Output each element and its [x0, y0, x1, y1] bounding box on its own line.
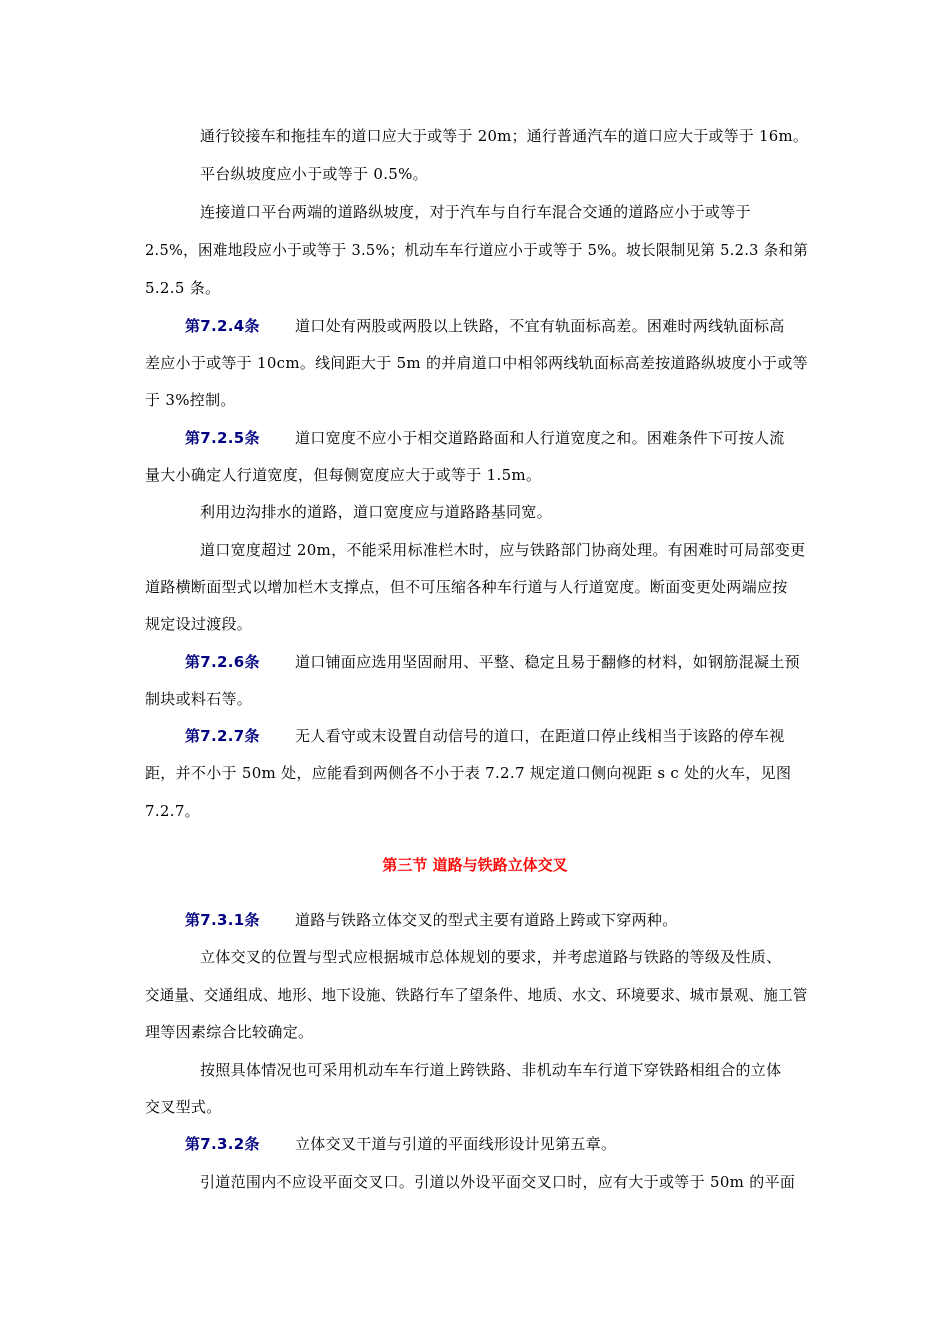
section-title: 第三节 道路与铁路立体交叉 [382, 856, 568, 874]
paragraph-line: 5.2.5 条。 [145, 279, 221, 297]
paragraph-line: 立体交叉的位置与型式应根据城市总体规划的要求，并考虑道路与铁路的等级及性质、 [200, 948, 782, 966]
paragraph-line: 制块或料石等。 [145, 690, 253, 708]
paragraph-line: 立体交叉干道与引道的平面线形设计见第五章。 [295, 1135, 617, 1153]
paragraph-line: 距，并不小于 50m 处，应能看到两侧各不小于表 7.2.7 规定道口侧向视距 s c 处的火车，见图 [145, 764, 792, 782]
paragraph-line: 道口宽度不应小于相交道路路面和人行道宽度之和。困难条件下可按人流 [295, 429, 785, 447]
paragraph-line: 道口铺面应选用坚固耐用、平整、稳定且易于翻修的材料，如钢筋混凝土预 [295, 653, 800, 671]
article-number: 第7.2.5条 [185, 429, 260, 447]
paragraph-line: 利用边沟排水的道路，道口宽度应与道路路基同宽。 [200, 503, 552, 521]
paragraph-line: 规定设过渡段。 [145, 615, 253, 633]
paragraph-line: 道口处有两股或两股以上铁路，不宜有轨面标高差。困难时两线轨面标高 [295, 317, 785, 335]
paragraph-line: 按照具体情况也可采用机动车车行道上跨铁路、非机动车车行道下穿铁路相组合的立体 [200, 1061, 782, 1079]
paragraph-line: 交叉型式。 [145, 1098, 222, 1116]
paragraph-line: 引道范围内不应设平面交叉口。引道以外设平面交叉口时，应有大于或等于 50m 的平面 [200, 1173, 796, 1191]
paragraph-line: 平台纵坡度应小于或等于 0.5%。 [200, 165, 428, 183]
article-number: 第7.2.7条 [185, 727, 260, 745]
paragraph-line: 2.5%，困难地段应小于或等于 3.5%；机动车车行道应小于或等于 5%。坡长限制见第 5.2.3 条和第 [145, 241, 809, 259]
paragraph-line: 交通量、交通组成、地形、地下设施、铁路行车了望条件、地质、水文、环境要求、城市景观、施工管 [145, 986, 808, 1004]
paragraph-line: 量大小确定人行道宽度，但每侧宽度应大于或等于 1.5m。 [145, 466, 542, 484]
paragraph-line: 通行铰接车和拖挂车的道口应大于或等于 20m；通行普通汽车的道口应大于或等于 16m。 [200, 127, 809, 145]
paragraph-line: 7.2.7。 [145, 802, 200, 820]
paragraph-line: 于 3%控制。 [145, 391, 236, 409]
paragraph-line: 无人看守或末设置自动信号的道口，在距道口停止线相当于该路的停车视 [295, 727, 785, 745]
article-number: 第7.2.4条 [185, 317, 260, 335]
paragraph-line: 连接道口平台两端的道路纵坡度，对于汽车与自行车混合交通的道路应小于或等于 [200, 203, 751, 221]
paragraph-line: 差应小于或等于 10cm。线间距大于 5m 的并肩道口中相邻两线轨面标高差按道路纵坡度小于或等 [145, 354, 808, 372]
paragraph-line: 道路横断面型式以增加栏木支撑点，但不可压缩各种车行道与人行道宽度。断面变更处两端应按 [145, 578, 788, 596]
article-number: 第7.3.1条 [185, 911, 260, 929]
paragraph-line: 道路与铁路立体交叉的型式主要有道路上跨或下穿两种。 [295, 911, 678, 929]
article-number: 第7.3.2条 [185, 1135, 260, 1153]
paragraph-line: 理等因素综合比较确定。 [145, 1023, 314, 1041]
paragraph-line: 道口宽度超过 20m，不能采用标准栏木时，应与铁路部门协商处理。有困难时可局部变更 [200, 541, 806, 559]
article-number: 第7.2.6条 [185, 653, 260, 671]
